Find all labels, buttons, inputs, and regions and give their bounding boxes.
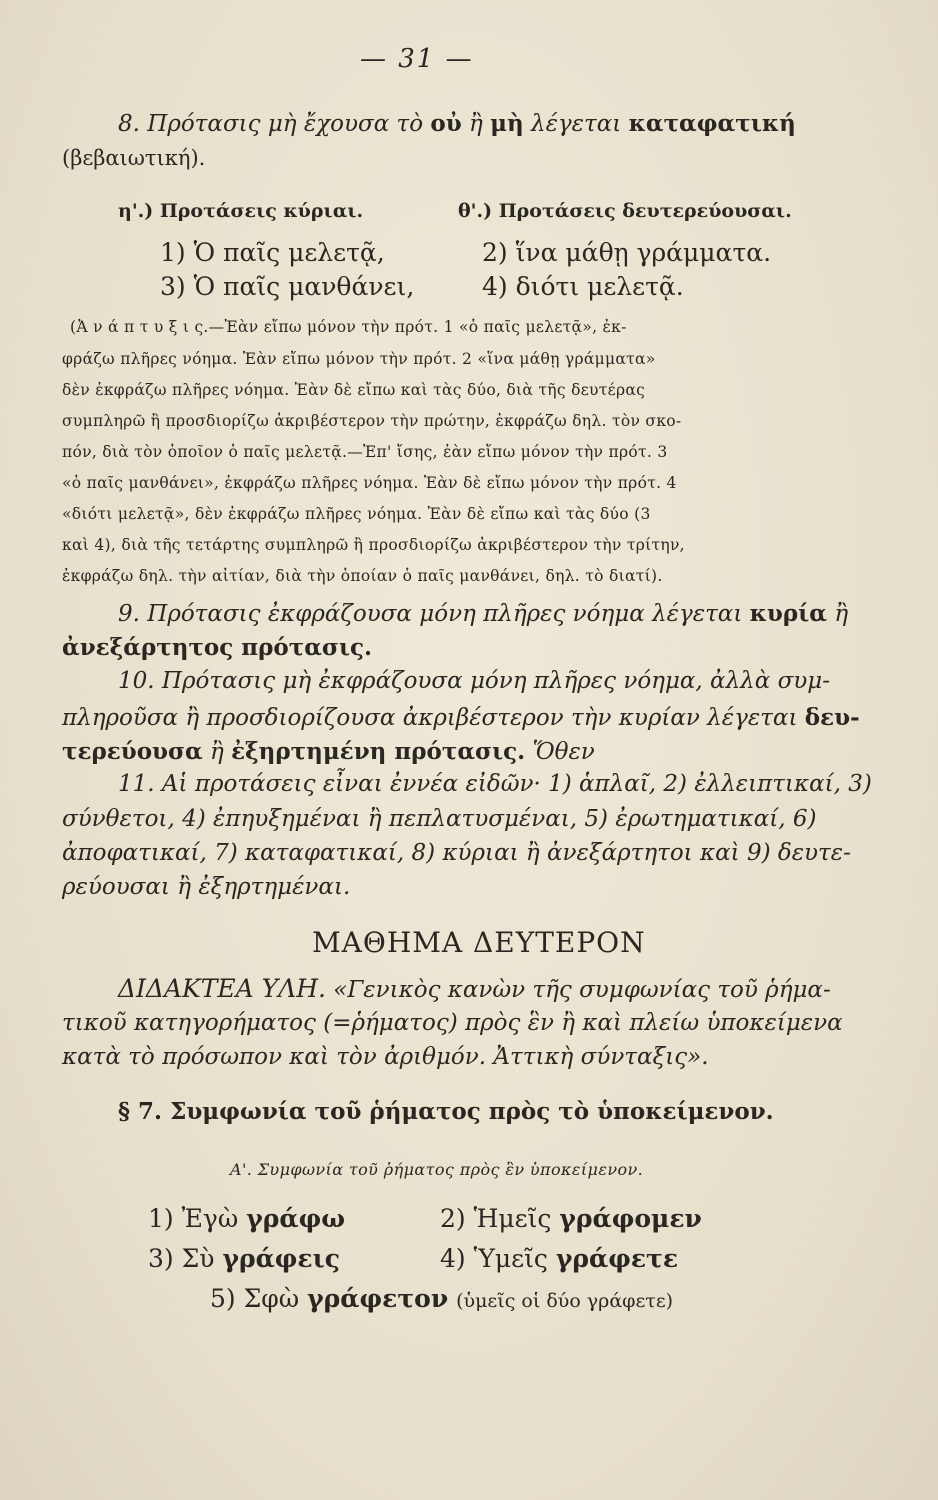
example-3: 3) Ὁ παῖς μανθάνει, — [160, 272, 415, 301]
conj-1-pronoun: 1) Ἐγὼ — [148, 1204, 239, 1233]
p8-mi: μὴ — [490, 110, 524, 137]
example-2: 2) ἵνα μάθῃ γράμματα. — [482, 238, 772, 267]
subsection-title: Α'. Συμφωνία τοῦ ῥήματος πρὸς ἓν ὑποκείμενον. — [230, 1160, 644, 1179]
didaktea-heading: ΔΙΔΑΚΤΕΑ ΥΛΗ. — [118, 974, 326, 1003]
heading-subordinate-clauses: θ'.) Προτάσεις δευτερεύουσαι. — [458, 200, 792, 222]
paragraph-11-line-1: 11. Αἱ προτάσεις εἶναι ἐννέα εἰδῶν· 1) ἁπλαῖ, 2) ἐλλειπτικαί, 3) — [118, 771, 872, 797]
conj-3-verb: γράφεις — [222, 1244, 340, 1273]
didaktea-line-2: τικοῦ κατηγορήματος (=ῥήματος) πρὸς ἓν ἢ καὶ πλείω ὑποκείμενα — [62, 1010, 843, 1036]
note-line-8: καὶ 4), διὰ τῆς τετάρτης συμπληρῶ ἢ προσδιορίζω ἀκριβέστερον τὴν τρίτην, — [62, 536, 685, 554]
conj-5-gloss: (ὑμεῖς οἱ δύο γράφετε) — [456, 1290, 674, 1312]
paragraph-10-line-1: 10. Πρότασις μὴ ἐκφράζουσα μόνη πλῆρες νόημα, ἀλλὰ συμ- — [118, 668, 830, 694]
note-line-1: (Ἀ ν ά π τ υ ξ ι ς.—Ἐὰν εἴπω μόνον τὴν πρότ. 1 «ὁ παῖς μελετᾷ», ἐκ- — [70, 318, 627, 336]
note-line-5: πόν, διὰ τὸν ὁποῖον ὁ παῖς μελετᾷ.—Ἐπ' ἴσης, ἐὰν εἴπω μόνον τὴν πρότ. 3 — [62, 443, 668, 461]
p8-text: 8. Πρότασις μὴ ἔχουσα τὸ — [118, 111, 424, 137]
section-heading — [118, 1098, 774, 1125]
conj-3-pronoun: 3) Σὺ — [148, 1244, 215, 1273]
p8-ou: οὐ — [430, 110, 462, 137]
p10-or: ἢ — [209, 739, 224, 765]
paragraph-11-line-2: σύνθετοι, 4) ἐπηυξημέναι ἢ πεπλατυσμέναι, 5) ἐρωτηματικαί, 6) — [62, 806, 817, 832]
note-line-7: «διότι μελετᾷ», δὲν ἐκφράζω πλῆρες νόημα. Ἐὰν δὲ εἴπω καὶ τὰς δύο (3 — [62, 505, 651, 523]
conj-2-verb: γράφομεν — [559, 1204, 702, 1233]
p10-othen: Ὅθεν — [532, 739, 595, 765]
example-1: 1) Ὁ παῖς μελετᾷ, — [160, 238, 385, 267]
paragraph-8-line-1 — [118, 110, 796, 137]
conj-5-verb: γράφετον — [307, 1284, 449, 1313]
p8-or: ἢ — [469, 111, 483, 137]
paragraph-8-line-2: (βεβαιωτική). — [62, 146, 206, 170]
didaktea-line-1 — [118, 974, 831, 1003]
section-number: § 7. — [118, 1098, 163, 1125]
note-line-4: συμπληρῶ ἢ προσδιορίζω ἀκριβέστερον τὴν πρώτην, ἐκφράζω δηλ. τὸν σκο- — [62, 412, 682, 430]
conjugation-5 — [210, 1284, 673, 1313]
page-number: — 31 — — [360, 44, 474, 74]
paragraph-11-line-3: ἀποφατικαί, 7) καταφατικαί, 8) κύριαι ἢ ἀνεξάρτητοι καὶ 9) δευτε- — [62, 840, 851, 866]
p10-tereuousa: τερεύουσα — [62, 738, 203, 765]
conjugation-1 — [148, 1204, 345, 1233]
conjugation-2 — [440, 1204, 702, 1233]
p10-text: πληροῦσα ἢ προσδιορίζουσα ἀκριβέστερον τὴν κυρίαν λέγεται — [62, 705, 798, 731]
conjugation-4 — [440, 1244, 678, 1273]
paragraph-9-line-2: ἀνεξάρτητος πρότασις. — [62, 634, 373, 661]
note-line-2: φράζω πλῆρες νόημα. Ἐὰν εἴπω μόνον τὴν πρότ. 2 «ἵνα μάθῃ γράμματα» — [62, 350, 656, 368]
paragraph-9-line-1 — [118, 600, 848, 627]
p10-deu: δευ- — [804, 704, 860, 731]
lesson-title: ΜΑΘΗΜΑ ΔΕΥΤΕΡΟΝ — [312, 926, 646, 959]
p10-exertimeni: ἐξηρτημένη πρότασις. — [231, 738, 526, 765]
note-line-6: «ὁ παῖς μανθάνει», ἐκφράζω πλῆρες νόημα. Ἐὰν δὲ εἴπω μόνον τὴν πρότ. 4 — [62, 474, 677, 492]
paragraph-10-line-2 — [62, 704, 860, 731]
conj-5-pronoun: 5) Σφὼ — [210, 1284, 300, 1313]
heading-main-clauses: η'.) Προτάσεις κύριαι. — [118, 200, 364, 222]
didaktea-text: «Γενικὸς κανὼν τῆς συμφωνίας τοῦ ῥήμα- — [333, 977, 831, 1003]
conj-1-verb: γράφω — [246, 1204, 346, 1233]
example-4: 4) διότι μελετᾷ. — [482, 272, 684, 301]
section-title: Συμφωνία τοῦ ῥήματος πρὸς τὸ ὑποκείμενον. — [170, 1098, 774, 1125]
p9-kyria: κυρία — [749, 600, 827, 627]
p8-kataphatiki: καταφατική — [628, 110, 796, 137]
didaktea-line-3: κατὰ τὸ πρόσωπον καὶ τὸν ἀριθμόν. Ἀττικὴ σύνταξις». — [62, 1044, 709, 1070]
paragraph-10-line-3 — [62, 738, 595, 765]
conj-4-verb: γράφετε — [555, 1244, 679, 1273]
p9-text: 9. Πρότασις ἐκφράζουσα μόνη πλῆρες νόημα λέγεται — [118, 601, 743, 627]
p9-or: ἢ — [834, 601, 849, 627]
conjugation-3 — [148, 1244, 340, 1273]
note-line-9: ἐκφράζω δηλ. τὴν αἰτίαν, διὰ τὴν ὁποίαν ὁ παῖς μανθάνει, δηλ. τὸ διατί). — [62, 567, 663, 585]
conj-4-pronoun: 4) Ὑμεῖς — [440, 1244, 548, 1273]
paragraph-11-line-4: ρεύουσαι ἢ ἐξηρτημέναι. — [62, 874, 351, 900]
note-line-3: δὲν ἐκφράζω πλῆρες νόημα. Ἐὰν δὲ εἴπω καὶ τὰς δύο, διὰ τῆς δευτέρας — [62, 381, 646, 399]
p8-legetai: λέγεται — [531, 111, 622, 137]
conj-2-pronoun: 2) Ἡμεῖς — [440, 1204, 552, 1233]
